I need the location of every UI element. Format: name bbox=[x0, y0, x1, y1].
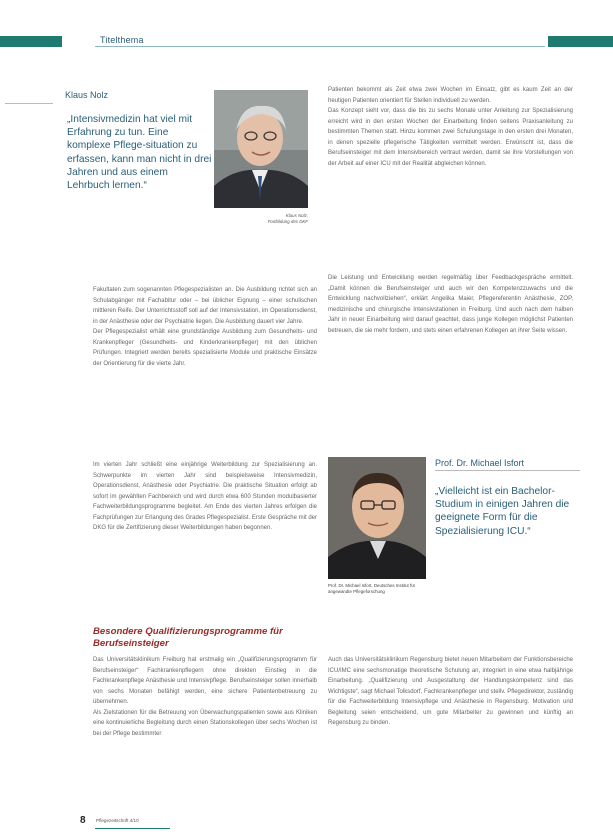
caption-nolz-line1: Klaus Nolz, bbox=[285, 213, 308, 218]
caption-isfort: Prof. Dr. Michael Isfort, Deutsches Institut für angewandte Pflegeforschung bbox=[328, 583, 416, 594]
page-number: 8 bbox=[80, 815, 86, 826]
body-left-2: Im vierten Jahr schließt eine einjährige Weiterbildung zur Spezialisierung an. Schwerpunkte im vierten Jahr sind beispielsweise Intensivmedizin, Operationsdienst, Anästhesie oder Psychiatrie. Die praktische Situation erfolgt ab sofort im gewählten Fachbereich und wird durch etwa 600 Stunden modulbasierter Fachweiterbildungsprogramme begleitet. Am Ende des vierten Jahres erfolgen die Fachprüfungen zur Erlangung des Grades Pflegespezialist. Erste Gespräche mit der DKG für die Zertifizierung dieser Weiterbildungen haben begonnen. bbox=[93, 462, 317, 531]
quote-rule-left bbox=[5, 103, 53, 104]
header-bar-left bbox=[0, 36, 62, 47]
author-name-isfort: Prof. Dr. Michael Isfort bbox=[435, 458, 525, 468]
footer-rule bbox=[95, 828, 170, 829]
footer-journal: Pflegezeitschrift 4/10 bbox=[96, 818, 139, 823]
body-bottom-right: Auch das Universitätsklinikum Regensburg bietet neuen Mitarbeitern der Funktionsbereiche ICU/IMC eine sechsmonatige theoretische Schulung an, integriert in eine etwa halbjährige Einarbeitung. „Qualifizierung und Ausgestaltung der Handlungskompetenz sind das Wichtigste“, sagt Michael Tolksdorf, Fachkrankenpfleger und stellv. Pflegedirektor, zuständig für die Fachweiterbildung Intensivpflege und Anästhesie in Regensburg. Motivation und Begleitung seien entscheidend, um gute Mitarbeiter zu gewinnen und künftig an Regensburg zu binden. bbox=[328, 657, 573, 726]
author-name-nolz: Klaus Nolz bbox=[65, 90, 109, 100]
caption-nolz bbox=[250, 213, 308, 224]
header-rule bbox=[95, 46, 545, 47]
section-label: Titelthema bbox=[100, 35, 144, 45]
portrait-isfort-image bbox=[328, 457, 426, 579]
portrait-nolz-image bbox=[214, 90, 308, 208]
body-bottom-left: Das Universitätsklinikum Freiburg hat erstmalig ein „Qualifizierungsprogramm für Berufseinsteiger“ Fachkrankenpflegern ohne direkten Einstieg in die Fachkrankenpflege Anästhesie und Intensivpflege. Berufseinsteiger sollen innerhalb von sechs Monaten befähigt werden, eine sichere Patientenbetreuung zu übernehmen. Als Zielstationen für die Betreuung von Überwachungspatienten sowie aus Kliniken eine kontinuierliche Begleitung durch einen Stationskollegen über sechs Wochen ist bei der Pflege bestimmter bbox=[93, 657, 317, 737]
photo-isfort bbox=[328, 457, 426, 579]
header-bar-right bbox=[548, 36, 613, 47]
body-right-1: Patienten bekommt als Zeit etwa zwei Wochen im Einsatz, gibt es kaum Zeit an der heutigen Patienten orientiert für Stellen individuell zu werden. Das Konzept sieht vor, dass die bis zu sechs Monate unter Anleitung zur Spezialisierung erreicht wird in den ersten Wochen der Einarbeitung finden seitens Praxisanleitung zu bestimmten Themen statt. Hinzu kommen zwei Schulungstage in den ersten drei Monaten, in denen spezielle pflegerische Tätigkeiten vermittelt werden. Erwünscht ist, dass die Berufseinsteiger mit dem Intensivbereich vertraut werden, damit sie ihre Vorstellungen von der Arbeit auf einer ICU mit der Realität abgleichen können. bbox=[328, 87, 573, 167]
quote-rule-right bbox=[435, 470, 580, 471]
quote-isfort: „Vielleicht ist ein Bachelor-Studium in einigen Jahren die geeignete Form für die Spezialisierung ICU.“ bbox=[435, 486, 570, 537]
body-left-1: Fakultaten zum sogenannten Pflegespezialisten an. Die Ausbildung richtet sich an Schulabgänger mit Fachabitur oder – bei üblicher Eignung – einer schulischen mittleren Reife. Der Unterrichtsstoff soll auf der Intensivstation, im Operationsdienst, in der Anästhesie oder der Psychiatrie liegen. Die Ausbildung dauert vier Jahre. Der Pflegespezialist erhält eine grundständige Ausbildung zum Gesundheits- und Krankenpfleger (Gesundheits- und Kinderkrankenpfleger) mit den üblichen Prüfungen. Integriert werden bereits spezialisierte Module und praktische Einsätze der Orientierung für die vierte Jahr. bbox=[93, 287, 317, 367]
photo-nolz bbox=[214, 90, 308, 208]
body-right-2: Die Leistung und Entwicklung werden regelmäßig über Feedbackgespräche ermittelt. „Damit können die Berufseinsteiger und auch wir den Kompetenzzuwachs und die Entwicklung nachvollziehen“, erklärt Angelika Maier, Pflegereferentin Anästhesie, ZOP, medizinische und chirurgische Intensivstationen in Freiburg. Und auch nach dem halben Jahr in neuer Einarbeitung wird darauf geachtet, dass junge Kollegen möglichst Patienten betreuen, die sie mehr fordern, und stets einen erfahrenen Kollegen an ihrer Seite wissen. bbox=[328, 275, 573, 334]
quote-nolz: „Intensivmedizin hat viel mit Erfahrung zu tun. Eine komplexe Pflege-situation zu erfassen, kann man nicht in drei Jahren und aus einem Lehrbuch lernen.“ bbox=[67, 114, 212, 192]
caption-nolz-line2: Fortbildung des DKF bbox=[267, 218, 308, 224]
subheading: Besondere Qualifizierungsprogramme für Berufseinsteiger bbox=[93, 626, 283, 649]
